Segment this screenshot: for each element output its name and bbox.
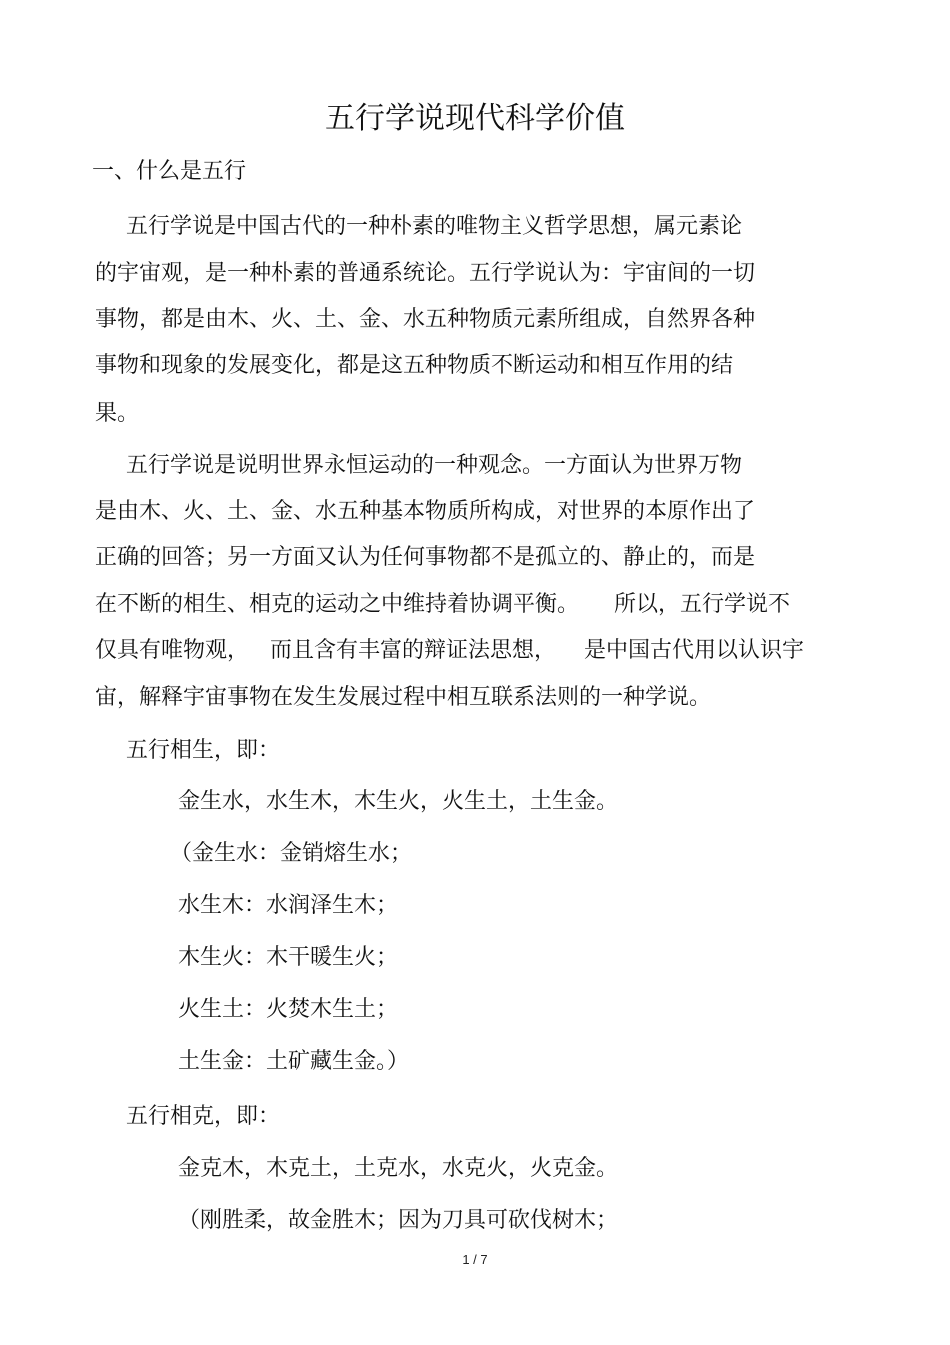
paragraph-line: 正确的回答；另一方面又认为任何事物都不是孤立的、静止的，而是	[95, 545, 756, 570]
paragraph-line: 五行学说是中国古代的一种朴素的唯物主义哲学思想，属元素论	[126, 214, 743, 239]
generation-detail: 土生金：土矿藏生金。）	[178, 1049, 410, 1074]
paragraph-line: 事物和现象的发展变化，都是这五种物质不断运动和相互作用的结	[95, 353, 734, 378]
generation-detail: 水生木：水润泽生木；	[178, 893, 399, 918]
paragraph-line: 的宇宙观，是一种朴素的普通系统论。五行学说认为：宇宙间的一切	[95, 261, 756, 286]
generation-detail: （金生水：金销熔生水；	[170, 841, 413, 866]
generation-detail: 木生火：木干暖生火；	[178, 945, 399, 970]
paragraph-line: 仅具有唯物观， 而且含有丰富的辩证法思想， 是中国古代用以认识宇	[95, 638, 804, 663]
generation-detail: 火生土：火焚木生土；	[178, 997, 399, 1022]
document-title: 五行学说现代科学价值	[325, 101, 625, 136]
restraint-heading: 五行相克，即：	[126, 1104, 281, 1129]
generation-summary: 金生水，水生木，木生火，火生土，土生金。	[178, 789, 619, 814]
paragraph-line: 在不断的相生、相克的运动之中维持着协调平衡。 所以，五行学说不	[95, 592, 790, 617]
paragraph-line: 果。	[95, 401, 140, 426]
paragraph-line: 是由木、火、土、金、水五种基本物质所构成，对世界的本原作出了	[95, 499, 756, 524]
section-heading: 一、什么是五行	[92, 159, 247, 184]
restraint-summary: 金克木，木克土，土克水，水克火，火克金。	[178, 1156, 619, 1181]
paragraph-line: 宙，解释宇宙事物在发生发展过程中相互联系法则的一种学说。	[95, 685, 712, 710]
restraint-detail: （刚胜柔，故金胜木；因为刀具可砍伐树木；	[178, 1208, 619, 1233]
generation-heading: 五行相生，即：	[126, 738, 281, 763]
paragraph-line: 五行学说是说明世界永恒运动的一种观念。一方面认为世界万物	[126, 453, 743, 478]
paragraph-line: 事物，都是由木、火、土、金、水五种物质元素所组成，自然界各种	[95, 307, 756, 332]
page-number: 1 / 7	[462, 1252, 488, 1267]
